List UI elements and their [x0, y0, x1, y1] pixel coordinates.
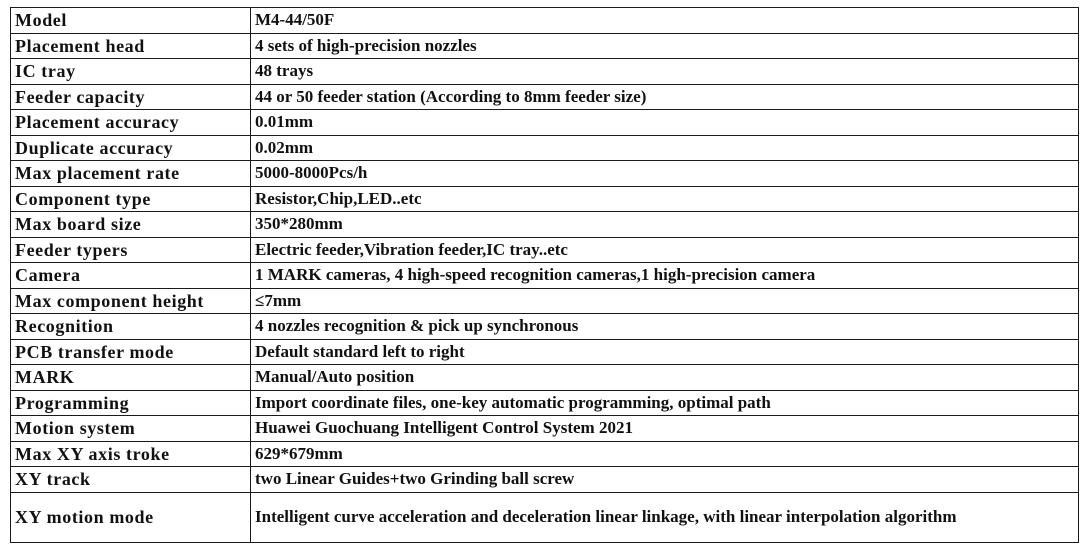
- spec-value-max-board-size: 350*280mm: [251, 212, 1079, 238]
- spec-label-programming: Programming: [11, 390, 251, 416]
- table-row: [11, 467, 1079, 493]
- spec-label-max-component-height: Max component height: [11, 288, 251, 314]
- table-row: [11, 416, 1079, 442]
- table-row: [11, 339, 1079, 365]
- table-row: [11, 263, 1079, 289]
- spec-label-component-type: Component type: [11, 186, 251, 212]
- spec-value-model: M4-44/50F: [251, 8, 1079, 34]
- spec-label-placement-head: Placement head: [11, 33, 251, 59]
- table-row: [11, 237, 1079, 263]
- table-row: [11, 161, 1079, 187]
- spec-value-programming: Import coordinate files, one-key automatic programming, optimal path: [251, 390, 1079, 416]
- spec-value-pcb-transfer-mode: Default standard left to right: [251, 339, 1079, 365]
- table-row: [11, 390, 1079, 416]
- table-row: [11, 492, 1079, 542]
- spec-label-feeder-capacity: Feeder capacity: [11, 84, 251, 110]
- spec-label-placement-accuracy: Placement accuracy: [11, 110, 251, 136]
- table-row: [11, 135, 1079, 161]
- table-row: [11, 441, 1079, 467]
- spec-value-duplicate-accuracy: 0.02mm: [251, 135, 1079, 161]
- spec-label-pcb-transfer-mode: PCB transfer mode: [11, 339, 251, 365]
- table-row: [11, 84, 1079, 110]
- spec-value-max-component-height: ≤7mm: [251, 288, 1079, 314]
- table-row: [11, 33, 1079, 59]
- spec-label-feeder-typers: Feeder typers: [11, 237, 251, 263]
- spec-label-model: Model: [11, 8, 251, 34]
- table-row: [11, 8, 1079, 34]
- spec-label-motion-system: Motion system: [11, 416, 251, 442]
- spec-value-xy-track: two Linear Guides+two Grinding ball screw: [251, 467, 1079, 493]
- spec-label-ic-tray: IC tray: [11, 59, 251, 85]
- spec-label-max-xy-axis-troke: Max XY axis troke: [11, 441, 251, 467]
- spec-value-recognition: 4 nozzles recognition & pick up synchronous: [251, 314, 1079, 340]
- spec-value-motion-system: Huawei Guochuang Intelligent Control System 2021: [251, 416, 1079, 442]
- spec-label-camera: Camera: [11, 263, 251, 289]
- spec-label-xy-motion-mode: XY motion mode: [11, 492, 251, 542]
- table-row: [11, 59, 1079, 85]
- spec-value-xy-motion-mode: Intelligent curve acceleration and deceleration linear linkage, with linear interpolation algorithm: [251, 492, 1079, 542]
- table-row: [11, 110, 1079, 136]
- spec-value-camera: 1 MARK cameras, 4 high-speed recognition cameras,1 high-precision camera: [251, 263, 1079, 289]
- spec-value-feeder-typers: Electric feeder,Vibration feeder,IC tray..etc: [251, 237, 1079, 263]
- spec-value-component-type: Resistor,Chip,LED..etc: [251, 186, 1079, 212]
- spec-value-ic-tray: 48 trays: [251, 59, 1079, 85]
- spec-value-feeder-capacity: 44 or 50 feeder station (According to 8mm feeder size): [251, 84, 1079, 110]
- spec-sheet: [10, 7, 1078, 553]
- spec-label-xy-track: XY track: [11, 467, 251, 493]
- spec-value-max-xy-axis-troke: 629*679mm: [251, 441, 1079, 467]
- table-row: [11, 288, 1079, 314]
- table-row: [11, 212, 1079, 238]
- spec-label-max-board-size: Max board size: [11, 212, 251, 238]
- spec-label-duplicate-accuracy: Duplicate accuracy: [11, 135, 251, 161]
- spec-value-placement-head: 4 sets of high-precision nozzles: [251, 33, 1079, 59]
- spec-label-max-placement-rate: Max placement rate: [11, 161, 251, 187]
- spec-value-placement-accuracy: 0.01mm: [251, 110, 1079, 136]
- spec-label-mark: MARK: [11, 365, 251, 391]
- spec-value-mark: Manual/Auto position: [251, 365, 1079, 391]
- specification-table: [10, 7, 1079, 543]
- spec-value-max-placement-rate: 5000-8000Pcs/h: [251, 161, 1079, 187]
- table-row: [11, 314, 1079, 340]
- table-row: [11, 186, 1079, 212]
- table-row: [11, 365, 1079, 391]
- spec-label-recognition: Recognition: [11, 314, 251, 340]
